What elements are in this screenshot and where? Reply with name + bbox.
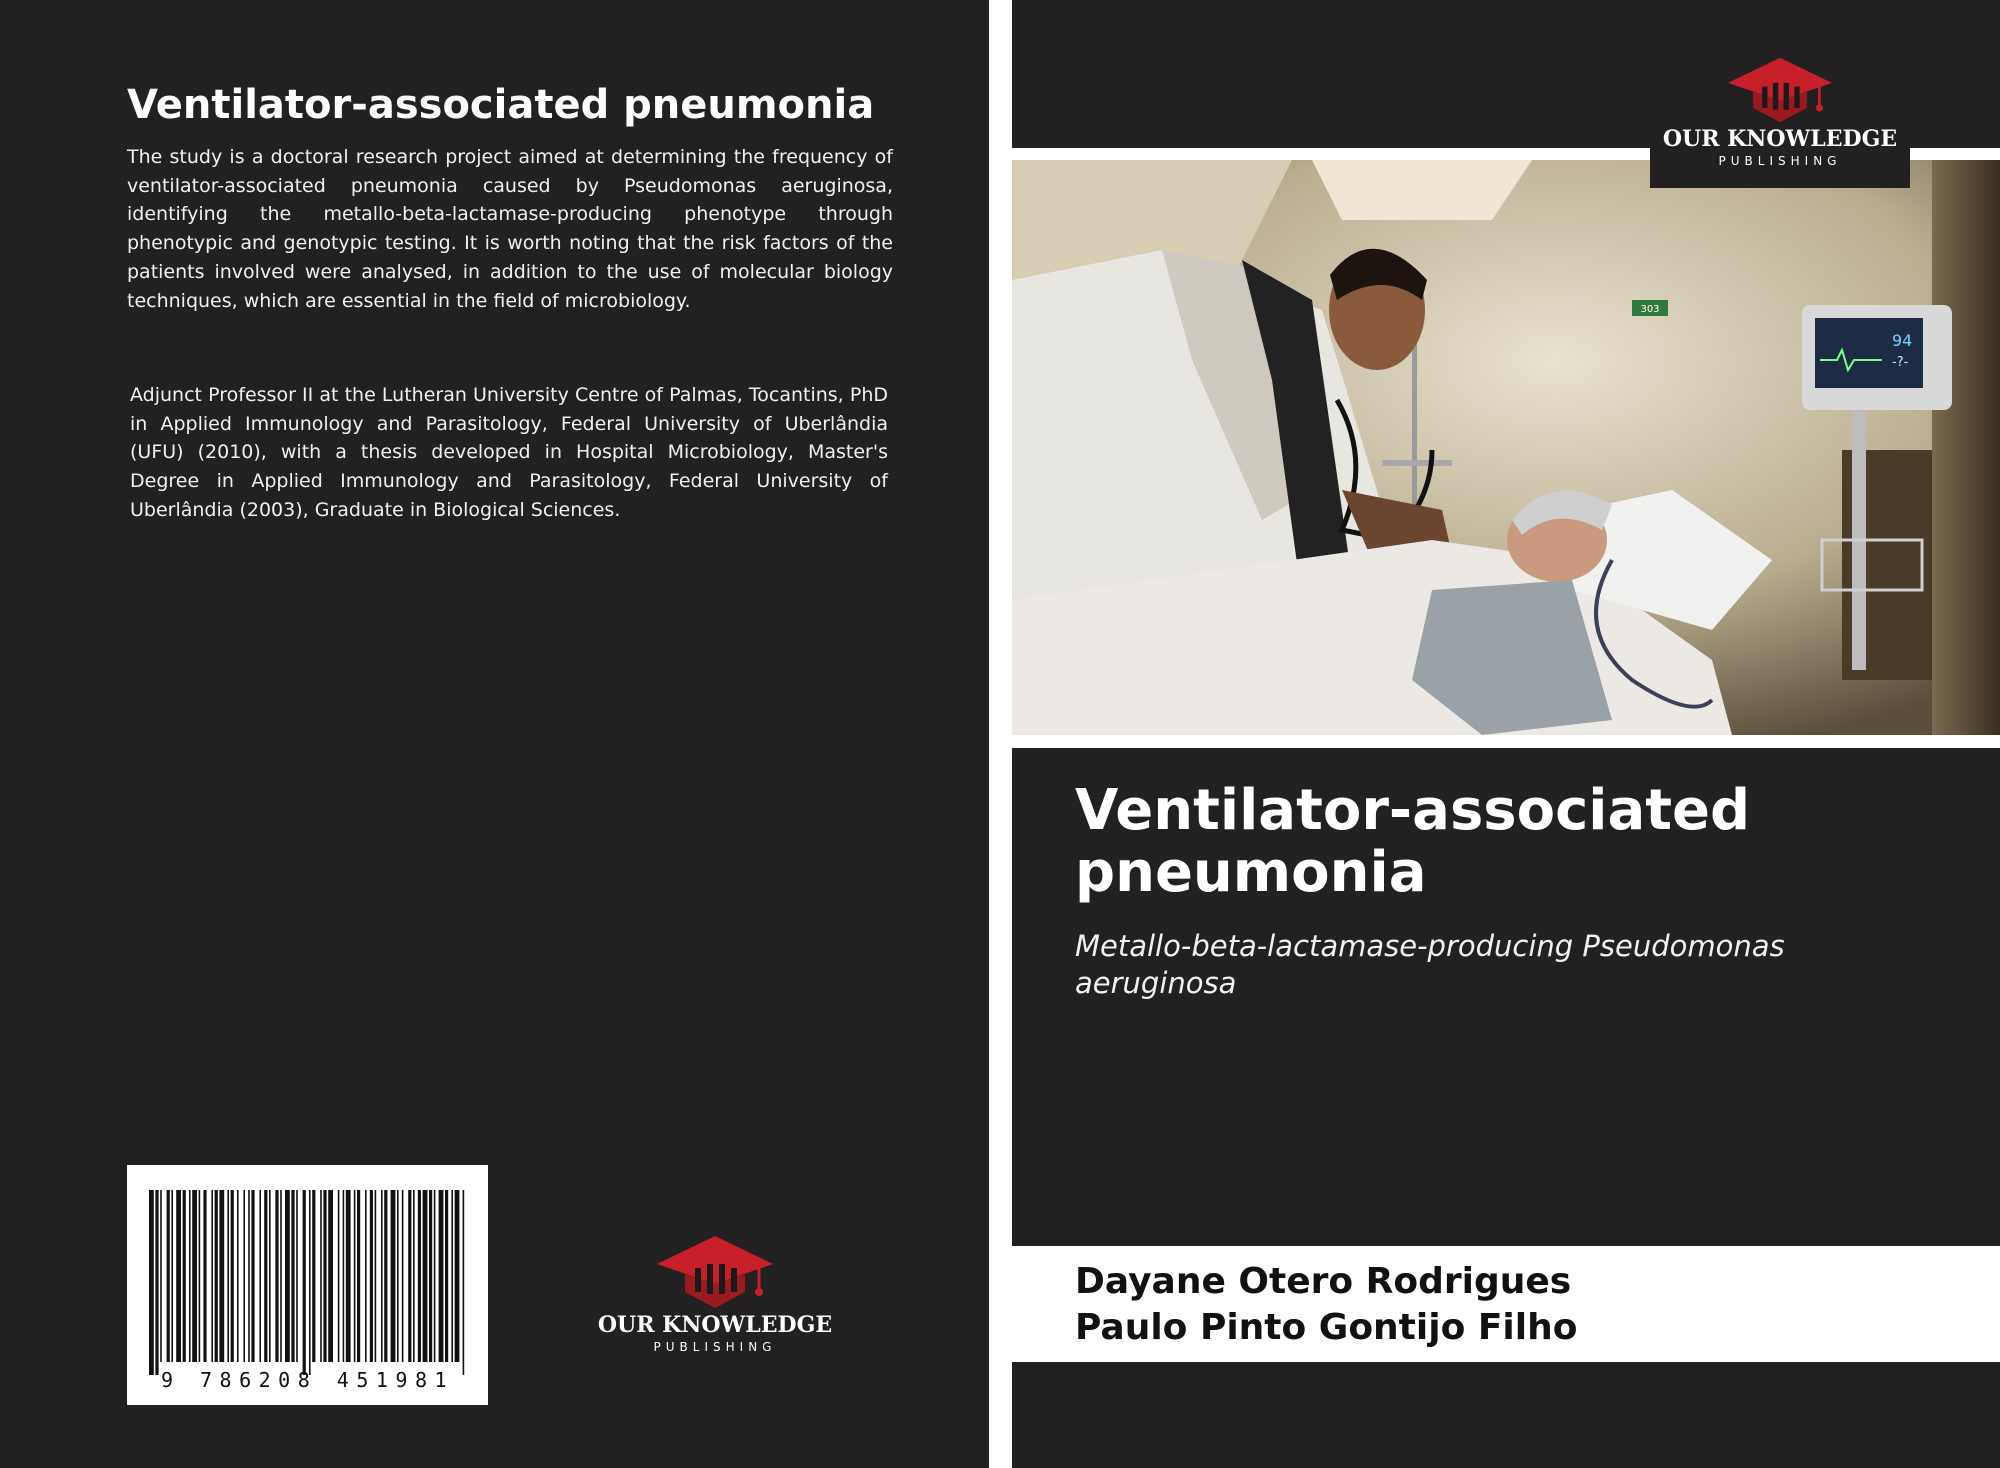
- isbn-barcode: [127, 1165, 488, 1405]
- barcode-bar: [397, 1190, 399, 1362]
- barcode-bar: [423, 1190, 428, 1362]
- author-biography: Adjunct Professor II at the Lutheran University Centre of Palmas, Tocantins, PhD in Applied Immunology and Parasitology, Federal University of Uberlândia (UFU) (2010), with a thesis developed in Hospital Microbiology, Master's Degree in Applied Immunology and Parasitology, Federal University of Uberlândia (2003), Graduate in Biological Sciences.: [130, 384, 888, 521]
- barcode-bar: [455, 1190, 460, 1362]
- publisher-logo-box: [1650, 0, 1910, 188]
- barcode-bar: [463, 1190, 465, 1375]
- isbn-number: 9 786208 451981: [160, 1368, 455, 1392]
- barcode-bar: [176, 1190, 181, 1362]
- barcode-bar: [231, 1190, 234, 1362]
- barcode-bar: [320, 1190, 322, 1362]
- barcode-bar: [237, 1190, 239, 1362]
- barcode-bar: [429, 1190, 432, 1362]
- barcode-bar: [199, 1190, 201, 1362]
- barcode-bar: [451, 1190, 453, 1362]
- barcode-bar: [328, 1190, 333, 1362]
- barcode-bar: [160, 1190, 162, 1362]
- barcode-bar: [243, 1190, 245, 1362]
- publisher-logo-front: [1650, 56, 1910, 168]
- graduation-cap-house-icon: [655, 1234, 775, 1310]
- barcode-bar: [346, 1190, 351, 1362]
- barcode-bar: [402, 1190, 404, 1362]
- barcode-bar: [375, 1190, 377, 1362]
- barcode-bar: [227, 1190, 229, 1362]
- doctor-patient-photo: [1012, 160, 2000, 735]
- barcode-bar: [370, 1190, 373, 1362]
- front-cover-title: Ventilator-associated pneumonia: [1075, 778, 1751, 905]
- barcode-bar: [354, 1190, 356, 1362]
- barcode-bar: [323, 1190, 326, 1362]
- barcode-bar: [391, 1190, 396, 1362]
- barcode-bar: [167, 1190, 170, 1362]
- barcode-bar: [303, 1190, 306, 1375]
- barcode-bar: [259, 1190, 261, 1362]
- barcode-bar: [219, 1190, 224, 1362]
- barcode-bar: [296, 1190, 298, 1362]
- barcode-bar: [211, 1190, 213, 1362]
- barcode-bar: [155, 1190, 158, 1375]
- barcode-bar: [445, 1190, 448, 1362]
- barcode-bar: [264, 1190, 267, 1362]
- author-name: Paulo Pinto Gontijo Filho: [1075, 1307, 1578, 1348]
- barcode-bar: [203, 1190, 206, 1362]
- front-cover: [1012, 0, 2000, 1468]
- barcode-bar: [365, 1190, 367, 1362]
- front-cover-subtitle: Metallo-beta-lactamase-producing Pseudomonas aeruginosa: [1075, 929, 1785, 1000]
- barcode-bar: [215, 1190, 218, 1362]
- barcode-bar: [149, 1190, 154, 1375]
- barcode-bar: [434, 1190, 436, 1362]
- publisher-tagline: PUBLISHING: [653, 1340, 777, 1354]
- barcode-bar: [418, 1190, 421, 1362]
- barcode-bar: [338, 1190, 340, 1362]
- barcode-bar: [189, 1190, 191, 1362]
- monitor-reading-2: -?-: [1892, 355, 1909, 370]
- barcode-bar: [309, 1190, 311, 1375]
- back-cover: [0, 0, 989, 1468]
- barcode-bar: [343, 1190, 345, 1362]
- graduation-cap-house-icon: [1725, 56, 1835, 124]
- back-cover-title: Ventilator-associated pneumonia: [127, 82, 875, 128]
- barcode-bar: [248, 1190, 250, 1362]
- front-title-band: [1012, 748, 2000, 1246]
- barcode-bar: [408, 1190, 411, 1362]
- room-sign: 303: [1640, 304, 1660, 315]
- spine: [989, 0, 1012, 1468]
- publisher-tagline: PUBLISHING: [1718, 154, 1842, 168]
- publisher-logo-back: [590, 1234, 840, 1354]
- barcode-bar: [280, 1190, 282, 1362]
- monitor-reading-1: 94: [1892, 331, 1913, 350]
- barcode-bar: [381, 1190, 383, 1362]
- barcode-bar: [413, 1190, 415, 1362]
- barcode-bar: [312, 1190, 315, 1362]
- barcode-bar: [275, 1190, 278, 1362]
- barcode-bars: [147, 1190, 468, 1380]
- barcode-bar: [251, 1190, 254, 1362]
- barcode-bar: [269, 1190, 271, 1362]
- barcode-bar: [384, 1190, 387, 1362]
- barcode-bar: [439, 1190, 444, 1362]
- barcode-bar: [357, 1190, 360, 1362]
- publisher-name: OUR KNOWLEDGE: [597, 1312, 833, 1338]
- front-bottom-band: [1012, 1362, 2000, 1468]
- author-list: [1075, 1259, 1577, 1351]
- barcode-bar: [183, 1190, 186, 1362]
- barcode-bar: [171, 1190, 173, 1362]
- barcode-bar: [192, 1190, 197, 1362]
- publisher-name: OUR KNOWLEDGE: [1662, 126, 1898, 152]
- barcode-bar: [291, 1190, 294, 1362]
- back-cover-description: The study is a doctoral research project aimed at determining the frequency of ventilator-associated pneumonia caused by Pseudomonas aeruginosa, identifying the metallo-beta-lactamase-producing phenotype through phenotypic and genotypic testing. It is worth noting that the risk factors of the patients involved were analysed, in addition to the use of molecular biology techniques, which are essential in the field of microbiology.: [127, 146, 893, 312]
- barcode-bar: [285, 1190, 290, 1362]
- author-name: Dayane Otero Rodrigues: [1075, 1261, 1572, 1302]
